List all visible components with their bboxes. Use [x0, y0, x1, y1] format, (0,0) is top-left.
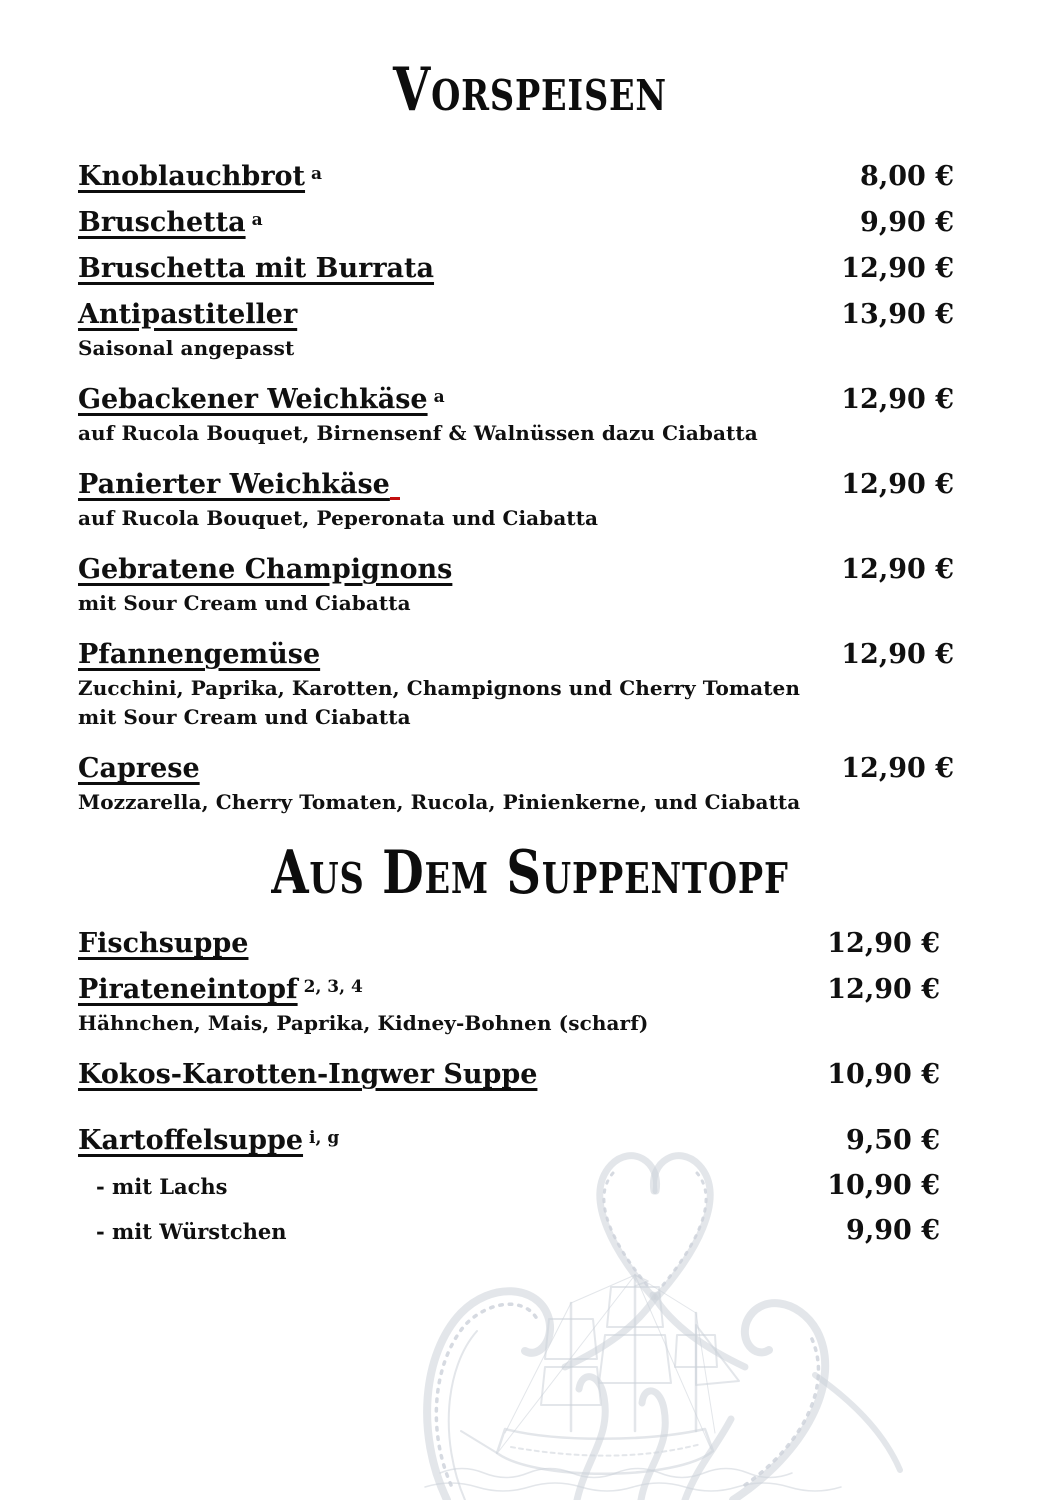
menu-item-row [78, 752, 954, 815]
item-name-wrap [78, 383, 445, 417]
item-price: 12,90 € [841, 639, 954, 671]
item-description: Hähnchen, Mais, Paprika, Kidney-Bohnen (scharf) [78, 1011, 649, 1036]
variant-price: 10,90 € [827, 1170, 940, 1202]
menu-item-row [78, 638, 954, 730]
menu-content [0, 55, 1060, 1248]
menu-item-row [78, 1058, 940, 1092]
item-name: Caprese [78, 753, 200, 785]
item-line [78, 383, 954, 417]
menu-item-row [78, 298, 954, 361]
item-name-wrap [78, 252, 434, 286]
menu-item-row [78, 973, 940, 1036]
item-line [78, 1058, 940, 1092]
item-line [78, 1124, 940, 1158]
item-description: Mozzarella, Cherry Tomaten, Rucola, Pinienkerne, und Ciabatta [78, 790, 801, 815]
item-description: auf Rucola Bouquet, Birnensenf & Walnüssen dazu Ciabatta [78, 421, 758, 446]
section-vorspeisen [0, 55, 1060, 815]
item-price: 9,90 € [860, 207, 954, 239]
menu-item-row [78, 1124, 940, 1248]
item-name: Fischsuppe [78, 928, 249, 960]
item-price: 9,50 € [846, 1125, 940, 1157]
item-price: 12,90 € [841, 753, 954, 785]
item-price: 13,90 € [841, 299, 954, 331]
item-name: Kartoffelsuppe [78, 1125, 304, 1157]
item-name-wrap [78, 1058, 537, 1092]
item-name: Gebackener Weichkäse [78, 384, 428, 416]
menu-item-row [78, 927, 940, 961]
item-description: mit Sour Cream und Ciabatta [78, 705, 411, 730]
spellcheck-underline-mark [390, 497, 400, 500]
item-name: Knoblauchbrot [78, 161, 306, 192]
item-description: auf Rucola Bouquet, Peperonata und Ciabatta [78, 506, 599, 531]
item-name-wrap [78, 206, 263, 240]
menu-item-row [78, 206, 954, 240]
item-price: 12,90 € [827, 928, 940, 960]
item-name-wrap [78, 752, 200, 786]
item-name-wrap [78, 553, 452, 587]
item-allergen-superscript: a [311, 163, 323, 184]
item-name-wrap [78, 927, 248, 961]
item-name-wrap [78, 973, 363, 1007]
item-line [78, 638, 954, 672]
menu-item-row [78, 468, 954, 531]
item-allergen-superscript: 2, 3, 4 [303, 976, 363, 997]
item-name-wrap [78, 1124, 339, 1158]
item-price: 12,90 € [827, 974, 940, 1006]
item-line [78, 973, 940, 1007]
item-variant-row [78, 1214, 940, 1248]
item-price: 8,00 € [860, 161, 954, 192]
item-description: Zucchini, Paprika, Karotten, Champignons und Cherry Tomaten [78, 676, 801, 701]
item-description: mit Sour Cream und Ciabatta [78, 591, 411, 616]
menu-item-row [78, 252, 954, 286]
item-name-wrap [78, 638, 320, 672]
item-name: Pirateneintopf [78, 974, 298, 1006]
item-name: Panierter Weichkäse [78, 469, 390, 501]
section-suppentopf [0, 838, 1060, 1248]
item-allergen-superscript: a [433, 386, 445, 407]
item-description: Saisonal angepasst [78, 336, 295, 361]
variant-label: - mit Würstchen [96, 1219, 287, 1245]
item-name: Pfannengemüse [78, 639, 321, 671]
item-line [78, 927, 940, 961]
section-title-suppentopf: Aus Dem Suppentopf [271, 838, 789, 909]
section-items-suppentopf [78, 927, 940, 1248]
item-name: Bruschetta mit Burrata [78, 253, 435, 285]
variant-label: - mit Lachs [96, 1174, 228, 1200]
menu-item-row [78, 383, 954, 446]
item-allergen-superscript: i, g [309, 1127, 340, 1148]
item-line [78, 206, 954, 240]
section-title-vorspeisen: Vorspeisen [393, 55, 667, 125]
item-line [78, 752, 954, 786]
item-line [78, 553, 954, 587]
item-line [78, 160, 954, 194]
item-price: 10,90 € [827, 1059, 940, 1091]
item-price: 12,90 € [841, 384, 954, 416]
item-line [78, 298, 954, 332]
item-name: Antipastiteller [78, 299, 298, 331]
menu-item-row [78, 160, 954, 194]
item-allergen-superscript: a [251, 209, 263, 230]
item-name: Gebratene Champignons [78, 554, 453, 586]
item-price: 12,90 € [841, 469, 954, 501]
item-name-wrap [78, 298, 297, 332]
item-price: 12,90 € [841, 554, 954, 586]
section-items-vorspeisen [78, 160, 954, 815]
item-name-wrap [78, 160, 322, 194]
item-line [78, 468, 954, 502]
item-name: Kokos-Karotten-Ingwer Suppe [78, 1059, 538, 1091]
item-name-wrap [78, 468, 400, 502]
item-name: Bruschetta [78, 207, 246, 239]
item-variant-row [78, 1169, 940, 1203]
item-price: 12,90 € [841, 253, 954, 285]
variant-price: 9,90 € [846, 1215, 940, 1247]
item-line [78, 252, 954, 286]
menu-item-row [78, 553, 954, 616]
